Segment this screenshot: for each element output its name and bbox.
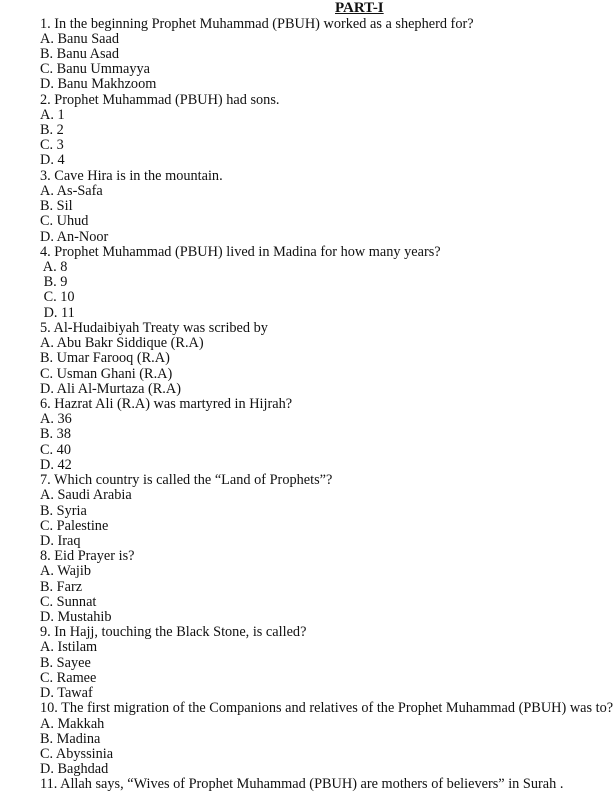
- question-text: 7. Which country is called the “Land of Prophets”?: [40, 472, 333, 489]
- question-block: [40, 473, 613, 549]
- answer-option: B. Madina: [40, 730, 101, 747]
- answer-option: D. Iraq: [40, 532, 81, 549]
- answer-option: A. Abu Bakr Siddique (R.A): [40, 335, 204, 352]
- question-text: 2. Prophet Muhammad (PBUH) had sons.: [40, 91, 280, 108]
- answer-option: A. Banu Saad: [40, 30, 120, 47]
- question-text: 8. Eid Prayer is?: [40, 548, 135, 565]
- answer-option: B. Banu Asad: [40, 45, 120, 62]
- answer-option: A. Wajib: [40, 563, 92, 580]
- answer-option: C. Uhud: [40, 213, 89, 230]
- answer-option: D. An-Noor: [40, 228, 109, 245]
- question-block: [40, 397, 613, 473]
- answer-option: A. Istilam: [40, 639, 98, 656]
- answer-option: B. Sayee: [40, 654, 91, 671]
- answer-option: A. 1: [40, 106, 65, 123]
- answer-option: A. 36: [40, 411, 72, 428]
- answer-option: D. 42: [40, 456, 72, 473]
- answer-option: D. Banu Makhzoom: [40, 76, 157, 93]
- answer-option: B. Farz: [40, 578, 83, 595]
- answer-option: D. Mustahib: [40, 609, 112, 626]
- question-block: [40, 169, 613, 245]
- question-block: [40, 701, 613, 777]
- answer-option: A. Makkah: [40, 715, 105, 732]
- answer-option: A. 8: [40, 259, 68, 275]
- answer-option: C. 3: [40, 137, 64, 154]
- question-text: 1. In the beginning Prophet Muhammad (PBUH) worked as a shepherd for?: [40, 15, 474, 32]
- question-block: [40, 321, 613, 397]
- section-title: PART-I: [335, 0, 384, 16]
- answer-option: C. 40: [40, 441, 71, 458]
- answer-option: B. 2: [40, 122, 64, 139]
- answer-option: C. Abyssinia: [40, 746, 114, 762]
- answer-option: A. Saudi Arabia: [40, 487, 132, 504]
- answer-option: C. Sunnat: [40, 593, 97, 610]
- question-text: 10. The first migration of the Companions and relatives of the Prophet Muhammad (PBUH) was to?: [40, 700, 614, 717]
- answer-option: C. Ramee: [40, 669, 97, 686]
- question-text: 6. Hazrat Ali (R.A) was martyred in Hijrah?: [40, 395, 293, 412]
- question-text: 9. In Hajj, touching the Black Stone, is called?: [40, 624, 307, 641]
- answer-option: B. 9: [40, 274, 68, 291]
- answer-option: A. As-Safa: [40, 182, 103, 199]
- answer-option: D. Baghdad: [40, 761, 109, 778]
- answer-option: D. 4: [40, 152, 65, 169]
- question-list: [40, 17, 613, 793]
- question-block: [40, 777, 613, 792]
- answer-option: B. Sil: [40, 198, 73, 215]
- question-block: [40, 245, 613, 321]
- answer-option: D. 11: [40, 304, 75, 321]
- answer-option: C. Usman Ghani (R.A): [40, 365, 173, 382]
- answer-option: C. Banu Ummayya: [40, 61, 150, 78]
- answer-option: B. 38: [40, 426, 71, 443]
- question-block: [40, 17, 613, 93]
- question-block: [40, 93, 613, 169]
- answer-option: D. Ali Al-Murtaza (R.A): [40, 380, 181, 397]
- question-text: 5. Al-Hudaibiyah Treaty was scribed by: [40, 319, 268, 336]
- question-text: 4. Prophet Muhammad (PBUH) lived in Madina for how many years?: [40, 243, 441, 260]
- answer-option: B. Umar Farooq (R.A): [40, 350, 170, 367]
- question-text: 3. Cave Hira is in the mountain.: [40, 167, 223, 184]
- answer-option: C. Palestine: [40, 517, 109, 534]
- question-block: [40, 625, 613, 701]
- answer-option: B. Syria: [40, 502, 87, 519]
- answer-option: C. 10: [40, 289, 75, 306]
- answer-option: D. Tawaf: [40, 685, 93, 702]
- question-text: 11. Allah says, “Wives of Prophet Muhammad (PBUH) are mothers of believers” in Surah .: [40, 776, 564, 793]
- question-block: [40, 549, 613, 625]
